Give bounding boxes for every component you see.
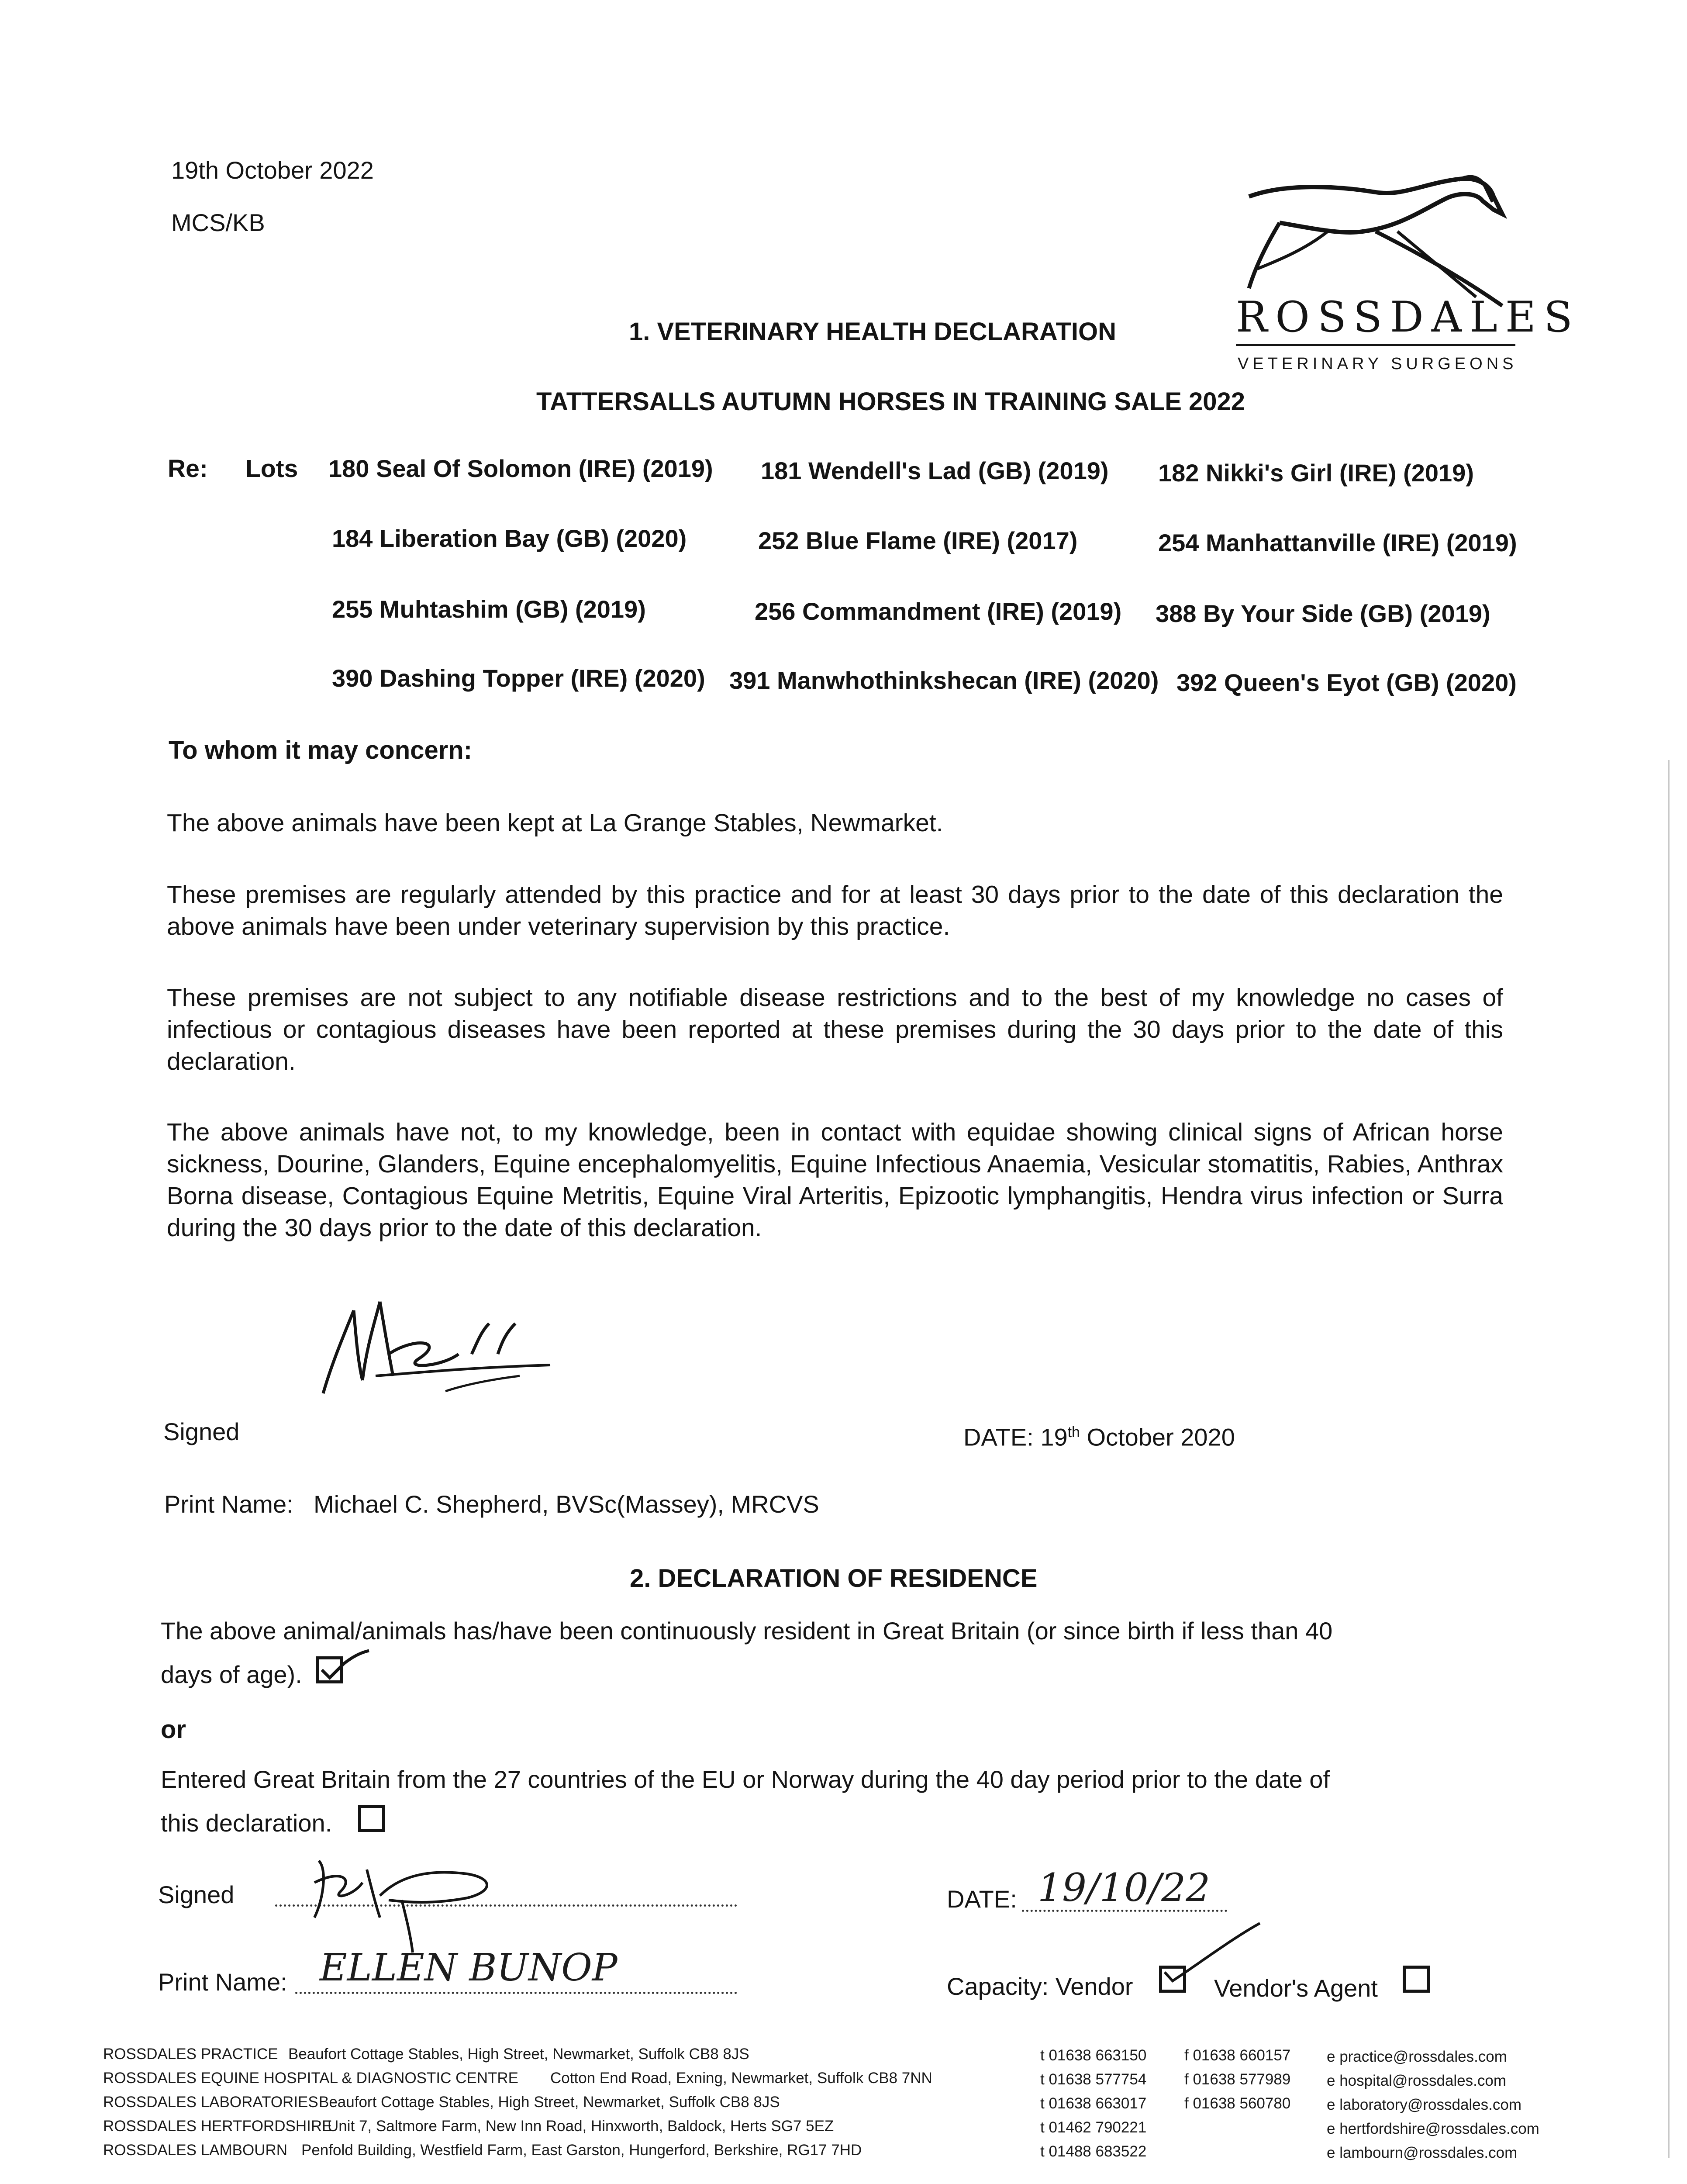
letter-reference: MCS/KB	[171, 209, 265, 236]
check-mark-icon	[317, 1645, 370, 1684]
salutation: To whom it may concern:	[169, 736, 473, 764]
vendors-agent-label: Vendor's Agent	[1214, 1974, 1378, 2002]
lot-item: 390 Dashing Topper (IRE) (2020)	[332, 664, 705, 692]
letter-date: 19th October 2022	[171, 156, 374, 184]
section2-title: 2. DECLARATION OF RESIDENCE	[630, 1564, 1038, 1593]
vet-signature	[314, 1293, 559, 1433]
footer-address: Cotton End Road, Exning, Newmarket, Suffolk CB8 7NN	[550, 2070, 932, 2087]
footer-phone: t 01638 577754	[1040, 2071, 1147, 2088]
footer-email: e lambourn@rossdales.com	[1327, 2144, 1518, 2161]
section2-signed-label: Signed	[158, 1881, 235, 1908]
section1-title: 1. VETERINARY HEALTH DECLARATION	[629, 318, 1117, 346]
footer-fax: f 01638 577989	[1184, 2071, 1291, 2088]
footer-email: e hospital@rossdales.com	[1327, 2072, 1506, 2089]
lots-label: Lots	[245, 455, 298, 483]
lot-item: 254 Manhattanville (IRE) (2019)	[1158, 529, 1517, 556]
footer-email: e hertfordshire@rossdales.com	[1327, 2120, 1539, 2137]
footer-name: ROSSDALES LABORATORIES	[103, 2094, 318, 2111]
logo-divider	[1236, 344, 1515, 346]
footer-address: Unit 7, Saltmore Farm, New Inn Road, Hinxworth, Baldock, Herts SG7 5EZ	[328, 2118, 834, 2135]
footer-phone: t 01462 790221	[1040, 2119, 1147, 2136]
scan-edge-line	[1668, 760, 1670, 2158]
rossdales-logo	[1232, 166, 1580, 384]
footer-fax: f 01638 660157	[1184, 2047, 1291, 2064]
residence-option2-checkbox[interactable]	[358, 1805, 385, 1832]
residence-option2-line1: Entered Great Britain from the 27 countries of the EU or Norway during the 40 day period prior to the date of	[161, 1766, 1330, 1793]
residence-option2-line2: this declaration.	[161, 1809, 332, 1837]
vendor-checkbox[interactable]	[1159, 1966, 1186, 1993]
sale-title: TATTERSALLS AUTUMN HORSES IN TRAINING SALE 2022	[536, 387, 1245, 416]
residence-option1-line2: days of age).	[161, 1661, 302, 1688]
logo-subtitle: VETERINARY SURGEONS	[1238, 355, 1518, 373]
footer-address: Beaufort Cottage Stables, High Street, Newmarket, Suffolk CB8 8JS	[319, 2094, 780, 2111]
horse-logo-icon	[1232, 166, 1520, 310]
section2-print-name-value: ELLEN BUNOP	[320, 1946, 618, 1990]
footer-email: e laboratory@rossdales.com	[1327, 2096, 1521, 2113]
logo-name: ROSSDALES	[1236, 293, 1580, 342]
lot-item: 256 Commandment (IRE) (2019)	[755, 598, 1122, 625]
declaration-date-rest: October 2020	[1080, 1423, 1235, 1451]
section2-date-label: DATE:	[947, 1885, 1017, 1913]
lot-item: 391 Manwhothinkshecan (IRE) (2020)	[729, 667, 1159, 694]
footer-name: ROSSDALES EQUINE HOSPITAL & DIAGNOSTIC CENTRE	[103, 2070, 519, 2087]
footer-fax: f 01638 560780	[1184, 2095, 1291, 2112]
footer-name: ROSSDALES LAMBOURN	[103, 2142, 288, 2159]
footer-name: ROSSDALES HERTFORDSHIRE	[103, 2118, 332, 2135]
declaration-date-suffix: th	[1067, 1424, 1080, 1441]
vendors-agent-checkbox[interactable]	[1403, 1966, 1430, 1993]
footer-email: e practice@rossdales.com	[1327, 2048, 1507, 2065]
capacity-vendor-label: Capacity: Vendor	[947, 1973, 1133, 2000]
paragraph-supervision: These premises are regularly attended by this practice and for at least 30 days prior to the date of this declaration the above animals have been under veterinary supervision by this practice.	[167, 881, 1503, 940]
vendor-signature	[301, 1843, 546, 1957]
paragraph-restrictions: These premises are not subject to any notifiable disease restrictions and to the best of my knowledge no cases of infectious or contagious diseases have been reported at these premises during the 30 days prior to the date of this declaration.	[167, 984, 1503, 1075]
footer-address: Penfold Building, Westfield Farm, East Garston, Hungerford, Berkshire, RG17 7HD	[301, 2142, 862, 2159]
footer-phone: t 01638 663017	[1040, 2095, 1147, 2112]
paragraph-diseases: The above animals have not, to my knowledge, been in contact with equidae showing clinical signs of African horse sickness, Dourine, Glanders, Equine encephalomyelitis, Equine Infectious Anaemia, Vesicular stomatitis, Rabies, Anthrax Borna disease, Contagious Equine Metritis, Equine Viral Arteritis, Epizootic lymphangitis, Hendra virus infection or Surra during the 30 days prior to the date of this declaration.	[167, 1118, 1503, 1242]
declaration-date	[963, 1425, 1235, 1450]
residence-option1-line1: The above animal/animals has/have been continuously resident in Great Britain (or since birth if less than 40	[161, 1617, 1333, 1645]
lot-item: 392 Queen's Eyot (GB) (2020)	[1176, 669, 1517, 696]
or-label: or	[161, 1715, 186, 1744]
residence-option1-checkbox[interactable]	[316, 1656, 343, 1683]
lot-item: 182 Nikki's Girl (IRE) (2019)	[1158, 459, 1474, 487]
lot-item: 181 Wendell's Lad (GB) (2019)	[761, 457, 1109, 484]
paragraph-premises: The above animals have been kept at La Grange Stables, Newmarket.	[167, 809, 943, 837]
print-name-label: Print Name:	[164, 1490, 293, 1518]
footer-name: ROSSDALES PRACTICE	[103, 2046, 278, 2063]
print-name-line	[295, 1992, 737, 1994]
lot-item: 184 Liberation Bay (GB) (2020)	[332, 525, 687, 552]
footer-phone: t 01638 663150	[1040, 2047, 1147, 2064]
footer-address: Beaufort Cottage Stables, High Street, Newmarket, Suffolk CB8 8JS	[288, 2046, 749, 2063]
footer-phone: t 01488 683522	[1040, 2143, 1147, 2160]
section2-print-name-label: Print Name:	[158, 1968, 287, 1996]
print-name-value: Michael C. Shepherd, BVSc(Massey), MRCVS	[314, 1490, 819, 1518]
lot-item: 388 By Your Side (GB) (2019)	[1156, 600, 1490, 627]
re-label: Re:	[168, 455, 208, 483]
declaration-date-label: DATE: 19	[963, 1423, 1068, 1451]
lot-item: 252 Blue Flame (IRE) (2017)	[758, 527, 1078, 554]
signed-label: Signed	[163, 1418, 240, 1445]
lot-item: 255 Muhtashim (GB) (2019)	[332, 595, 646, 623]
section2-date-value: 19/10/22	[1038, 1865, 1211, 1910]
lot-item: 180 Seal Of Solomon (IRE) (2019)	[328, 455, 713, 482]
